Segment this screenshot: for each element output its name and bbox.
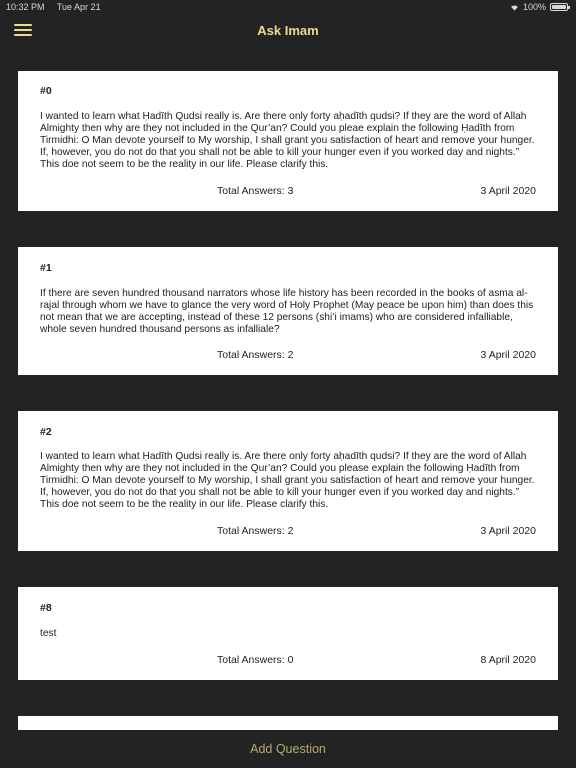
question-id: #1 — [40, 262, 52, 274]
total-answers: Total Answers: 0 — [217, 654, 294, 666]
total-answers: Total Answers: 2 — [217, 525, 294, 537]
battery-percent: 100% — [522, 2, 546, 12]
question-date: 8 April 2020 — [480, 654, 536, 666]
question-text: I wanted to learn what Ḥadīth Qudsi really is. Are there only forty aḥadīth qudsi? If they are the word of Allah Almighty then why are they not included in the Qur’an? Could you please explain the following Ḥadīth from Tirmidhi: O Man devote yourself to My worship, I shall grant you satisfaction of heart and remove your hunger. If, however, you do not do that you shall not be able to kill your hunger even if you worked day and nights.” This doe not seem to be the reality in our life. Please clarify this. — [40, 451, 535, 510]
question-text: If there are seven hundred thousand narrators whose life history has been recorded in the books of asma al-rajal through whom we have to glance the very word of Holy Prophet (May peace be upon him) than does this not mean that we are accepting, instead of these 12 persons (shi’i imams) who are considered infalliable, whole seven hundred thousand persons as infalliale? — [40, 288, 534, 335]
question-id: #2 — [40, 426, 52, 438]
question-id: #0 — [40, 85, 52, 97]
question-card[interactable] — [18, 71, 558, 211]
question-text: I wanted to learn what Ḥadīth Qudsi really is. Are there only forty aḥadīth qudsi? If they are the word of Allah Almighty then why are they not included in the Qur’an? Could you pleae explain the following Ḥadīth from Tirmidhi: O Man devote yourself to My worship, I shall grant you satisfaction of heart and remove your hunger. If, however, you do not do that you shall not be able to kill your hunger even if you worked day and nights.” This doe not seem to be the reality in our life. Please clarify this. — [40, 111, 535, 170]
total-answers: Total Answers: 2 — [217, 349, 294, 361]
question-card-partial[interactable] — [18, 716, 558, 730]
add-question-button[interactable]: Add Question — [250, 742, 326, 756]
page-title: Ask Imam — [257, 23, 319, 38]
battery-icon — [550, 3, 568, 11]
status-time: 10:32 PM — [6, 2, 45, 12]
question-text: test — [40, 628, 57, 639]
question-card[interactable] — [18, 411, 558, 551]
question-date: 3 April 2020 — [480, 525, 536, 537]
question-date: 3 April 2020 — [480, 185, 536, 197]
question-date: 3 April 2020 — [480, 349, 536, 361]
wifi-icon — [510, 4, 519, 11]
status-date: Tue Apr 21 — [56, 2, 101, 12]
question-id: #8 — [40, 602, 52, 614]
nav-bar — [0, 14, 576, 50]
total-answers: Total Answers: 3 — [217, 185, 294, 197]
question-card[interactable] — [18, 587, 558, 680]
question-card[interactable] — [18, 247, 558, 375]
status-bar — [0, 0, 576, 14]
